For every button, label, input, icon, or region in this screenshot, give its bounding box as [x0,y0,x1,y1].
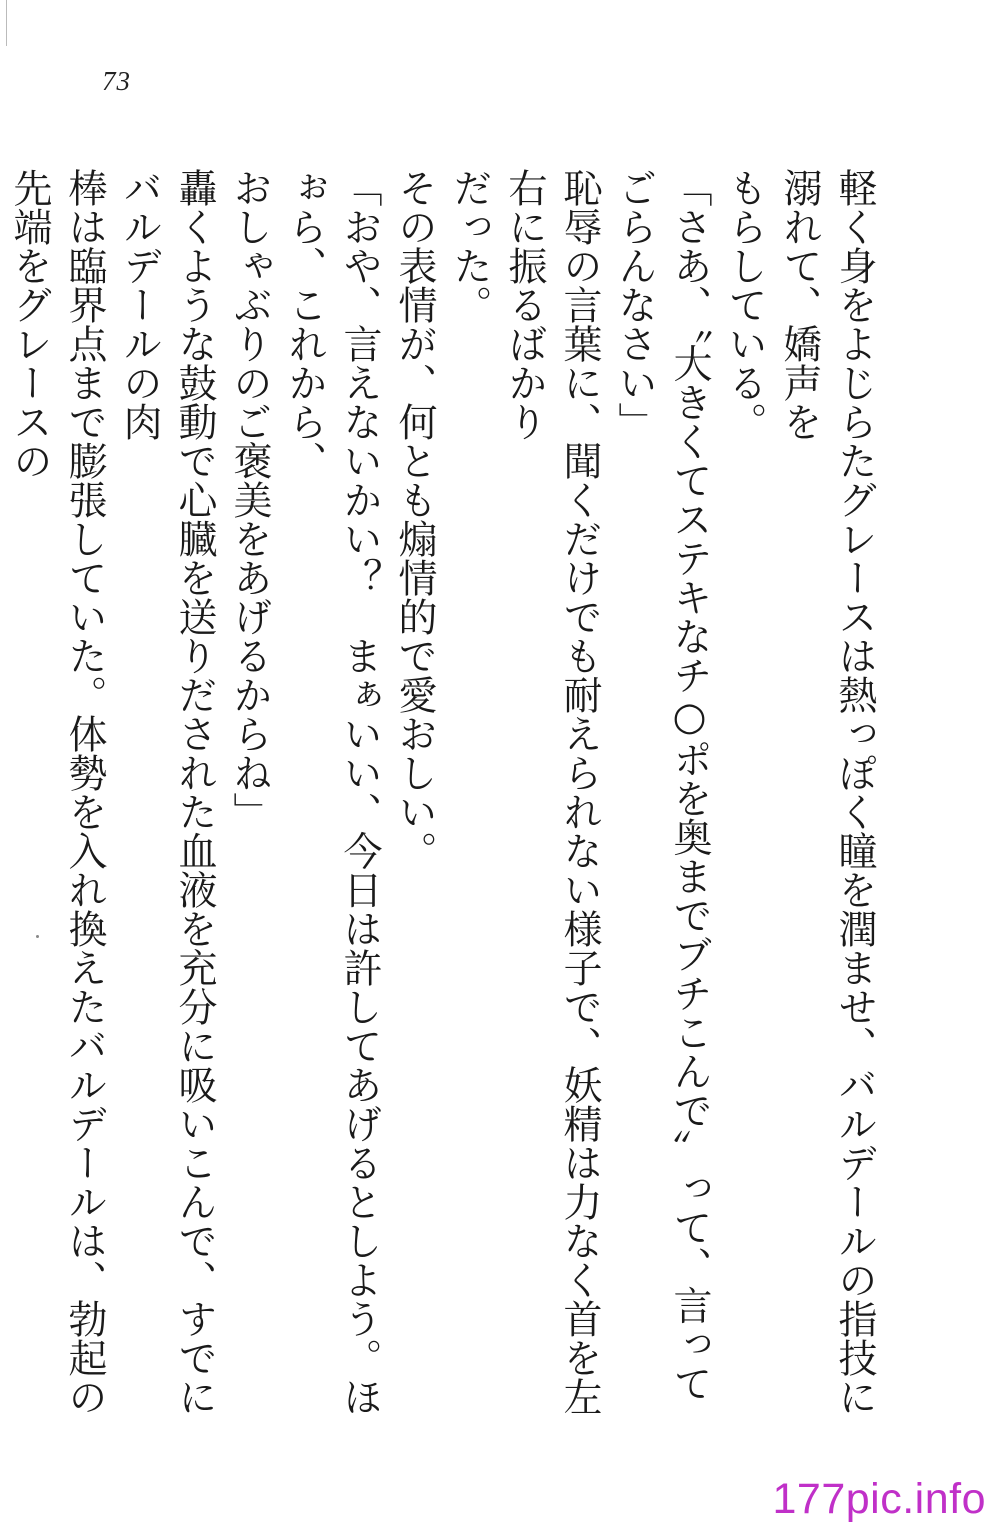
scan-artifact [6,0,7,46]
text-line: 「おや、言えないかい？ まぁいい、今日は許してあげるとしよう。ほぉら、これから、 [282,168,382,1416]
text-line: 「さあ、〝大きくてステキなチ○ポを奥までブチこんで〟って、言ってごらんなさい」 [612,168,712,1403]
text-line: もらしている。 [722,168,767,441]
text-line [0,168,2,1418]
text-line: 棒は臨界点まで膨張していた。体勢を入れ換えたバルデールは、勃起の先端をグレースの [7,168,107,1416]
text-line: 轟くような鼓動で心臓を送りだされた血液を充分に吸いこんで、すでにバルデールの肉 [117,168,217,1416]
body-text [7,168,882,1418]
text-line: おしゃぶりのご褒美をあげるからね」 [227,168,272,831]
text-line: だった。 [447,168,492,324]
page-number: 73 [102,66,131,96]
text-line: その表情が、何とも煽情的で愛おしい。 [392,168,437,870]
text-line: 恥辱の言葉に、聞くだけでも耐えられない様子で、妖精は力なく首を左右に振るばかり [502,168,602,1416]
watermark-text: 177pic.info [772,1475,986,1523]
text-line: 軽く身をよじらたグレースは熱っぽく瞳を潤ませ、バルデールの指技に溺れて、嬌声を [777,168,877,1416]
